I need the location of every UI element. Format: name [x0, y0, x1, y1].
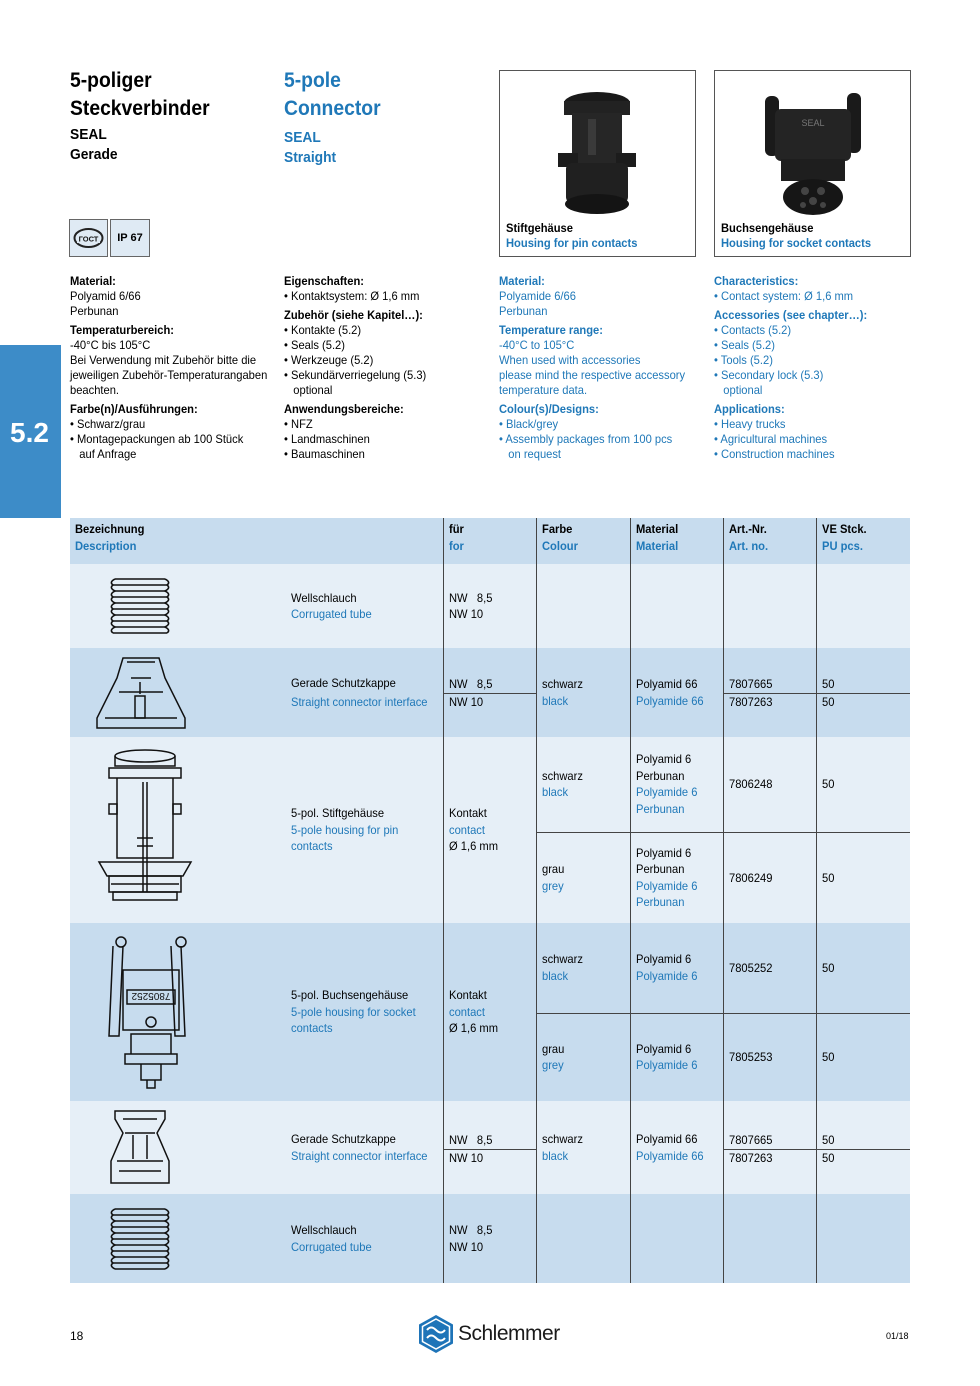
- subtitle-de: SEAL Gerade: [70, 126, 118, 163]
- table-row: Gerade Schutzkappe Straight connector interface NW 8,5 schwarz black Polyamid 66 Polyamide 66 7807665 50: [70, 648, 910, 693]
- table-row: 5-pol. Stiftgehäuse 5-pole housing for pin contacts Kontakt contact Ø 1,6 mm schwarz black Polyamid 6 Perbunan Polyamide 6 Perbunan 7806248 50: [70, 737, 910, 832]
- table-row: Wellschlauch Corrugated tube NW 8,5 NW 10: [70, 1194, 910, 1283]
- socket-housing-drawing-icon: [75, 926, 205, 1098]
- pin-housing-drawing-icon: [75, 742, 205, 918]
- gost-certification-icon: [69, 219, 108, 257]
- table-row: NW 10 7807263 50: [70, 693, 910, 737]
- protective-cap-drawing-icon: [75, 1105, 205, 1191]
- issue-date: 01/18: [886, 1331, 909, 1341]
- photo-pin-caption: Stiftgehäuse Housing for pin contacts: [506, 221, 638, 250]
- photo-pin-housing: [499, 70, 696, 257]
- table-row: Gerade Schutzkappe Straight connector interface NW 8,5 schwarz black Polyamid 66 Polyamide 66 7807665 50: [70, 1101, 910, 1149]
- section-tab: 5.2: [0, 345, 61, 518]
- table-row: NW 10 7807263 50: [70, 1149, 910, 1194]
- photo-socket-housing: [714, 70, 911, 257]
- brand-name: Schlemmer: [458, 1322, 560, 1345]
- table-row: 7805252 5-pol. Buchsengehäuse 5-pole housing for socket contacts Kontakt contact Ø 1,6 mm schwarz black Polyamid 6 Polyamide 6 7805252 50: [70, 923, 910, 1013]
- ip67-rating-badge: IP 67: [110, 219, 150, 257]
- table-row: grau grey Polyamid 6 Perbunan Polyamide 6 Perbunan 7806249 50: [70, 832, 910, 923]
- info-en-properties: Characteristics: • Contact system: Ø 1,6 mm Accessories (see chapter…): • Contacts (5.2) • Seals (5.2) • Tools (5.2) • Secondary lock (5.3) optional Applications: • Heavy trucks • Agricultural machines • Construction machines: [714, 274, 868, 461]
- info-de-material: Material: Polyamid 6/66 Perbunan Temperaturbereich: -40°C bis 105°C Bei Verwendung mit Zubehör bitte die jeweiligen Zubehör-Temperaturangaben beachten. Farbe(n)/Ausführungen: • Schwarz/grau • Montagepackungen ab 100 Stück auf Anfrage: [70, 274, 268, 461]
- table-row: Wellschlauch Corrugated tube NW 8,5 NW 10: [70, 564, 910, 648]
- socket-housing-photo-icon: [715, 71, 910, 221]
- info-de-properties: Eigenschaften: • Kontaktsystem: Ø 1,6 mm Zubehör (siehe Kapitel…): • Kontakte (5.2) • Seals (5.2) • Werkzeuge (5.2) • Sekundärverriegelung (5.3) optional Anwendungsbereiche: • NFZ • Landmaschinen • Baumaschinen: [284, 274, 427, 461]
- corrugated-tube-drawing-icon: [75, 571, 205, 641]
- table-row: grau grey Polyamid 6 Polyamide 6 7805253 50: [70, 1013, 910, 1101]
- page-number: 18: [70, 1329, 84, 1343]
- corrugated-tube-drawing-icon: [75, 1201, 205, 1277]
- photo-stamp-text: SEAL: [801, 118, 825, 128]
- info-en-material: Material: Polyamide 6/66 Perbunan Temperature range: -40°C to 105°C When used with accessories please mind the respective accessory temperature data. Colour(s)/Designs: • Black/grey • Assembly packages from 100 pcs on request: [499, 274, 686, 461]
- schlemmer-logo-icon: [416, 1314, 456, 1354]
- product-table: [70, 518, 910, 1283]
- title-de: 5-poliger Steckverbinder: [70, 69, 210, 120]
- svg-text:ГОСТ: ГОСТ: [78, 234, 99, 244]
- table-header-row: Bezeichnung Description für for Farbe Colour Material Material Art.-Nr. Art. no. VE Stck. PU pcs.: [70, 518, 910, 564]
- title-en: 5-pole Connector: [284, 69, 381, 120]
- protective-cap-drawing-icon: [75, 652, 205, 734]
- socket-stamp-text: 7805252: [131, 990, 171, 1001]
- photo-socket-caption: Buchsengehäuse Housing for socket contacts: [721, 221, 872, 250]
- subtitle-en: SEAL Straight: [284, 129, 337, 166]
- pin-housing-photo-icon: [500, 71, 695, 221]
